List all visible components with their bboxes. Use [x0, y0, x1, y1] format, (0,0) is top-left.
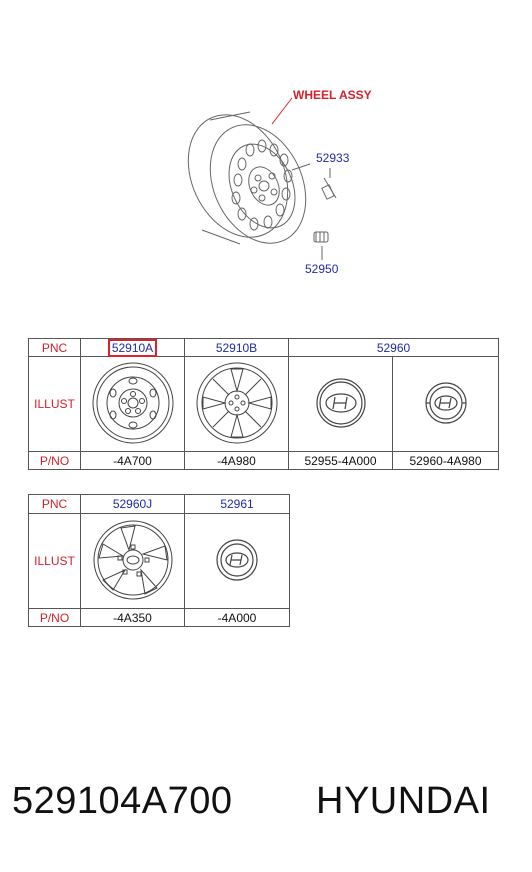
table-row	[29, 514, 290, 609]
wheel-drawing	[0, 0, 532, 300]
parts-table-1	[28, 338, 499, 470]
part-number: 529104A700	[12, 780, 233, 822]
center-cap-illustration	[195, 518, 279, 602]
pnc-cell[interactable]: 52960	[289, 339, 499, 357]
parts-table-2	[28, 494, 290, 627]
wheel-assy-label: WHEEL ASSY	[293, 88, 372, 102]
pnc-cell[interactable]: 52910B	[185, 339, 289, 357]
part-52933-label: 52933	[316, 151, 350, 165]
pnc-cell[interactable]: 52960J	[81, 495, 185, 514]
illust-cell	[81, 514, 185, 609]
pno-cell[interactable]: 52960-4A980	[393, 452, 499, 470]
pno-cell[interactable]: -4A700	[81, 452, 185, 470]
brand-name: HYUNDAI	[316, 780, 491, 822]
illust-cell	[393, 357, 499, 452]
pno-header: P/NO	[29, 609, 81, 627]
table-row	[29, 609, 290, 627]
table-row	[29, 357, 499, 452]
pnc-header: PNC	[29, 339, 81, 357]
pno-cell[interactable]: 52955-4A000	[289, 452, 393, 470]
illust-cell	[289, 357, 393, 452]
pnc-cell[interactable]: 52961	[185, 495, 290, 514]
illust-header: ILLUST	[29, 357, 81, 452]
illust-cell	[185, 357, 289, 452]
pnc-52910a[interactable]: 52910A	[108, 339, 157, 357]
illust-header: ILLUST	[29, 514, 81, 609]
wheel-assembly-diagram	[0, 0, 532, 300]
steel-wheel-illustration	[91, 361, 175, 445]
table-row	[29, 452, 499, 470]
pno-cell[interactable]: -4A000	[185, 609, 290, 627]
pnc-header: PNC	[29, 495, 81, 514]
pnc-cell[interactable]	[81, 339, 185, 357]
table-row	[29, 339, 499, 357]
alloy-wheel-illustration	[195, 361, 279, 445]
pno-cell[interactable]: -4A980	[185, 452, 289, 470]
part-52950-label: 52950	[305, 262, 339, 276]
pno-header: P/NO	[29, 452, 81, 470]
wheel-cover-illustration	[91, 518, 175, 602]
table-row	[29, 495, 290, 514]
center-cap-illustration	[299, 361, 383, 445]
center-cap-illustration	[404, 361, 488, 445]
pno-cell[interactable]: -4A350	[81, 609, 185, 627]
illust-cell	[185, 514, 290, 609]
illust-cell	[81, 357, 185, 452]
